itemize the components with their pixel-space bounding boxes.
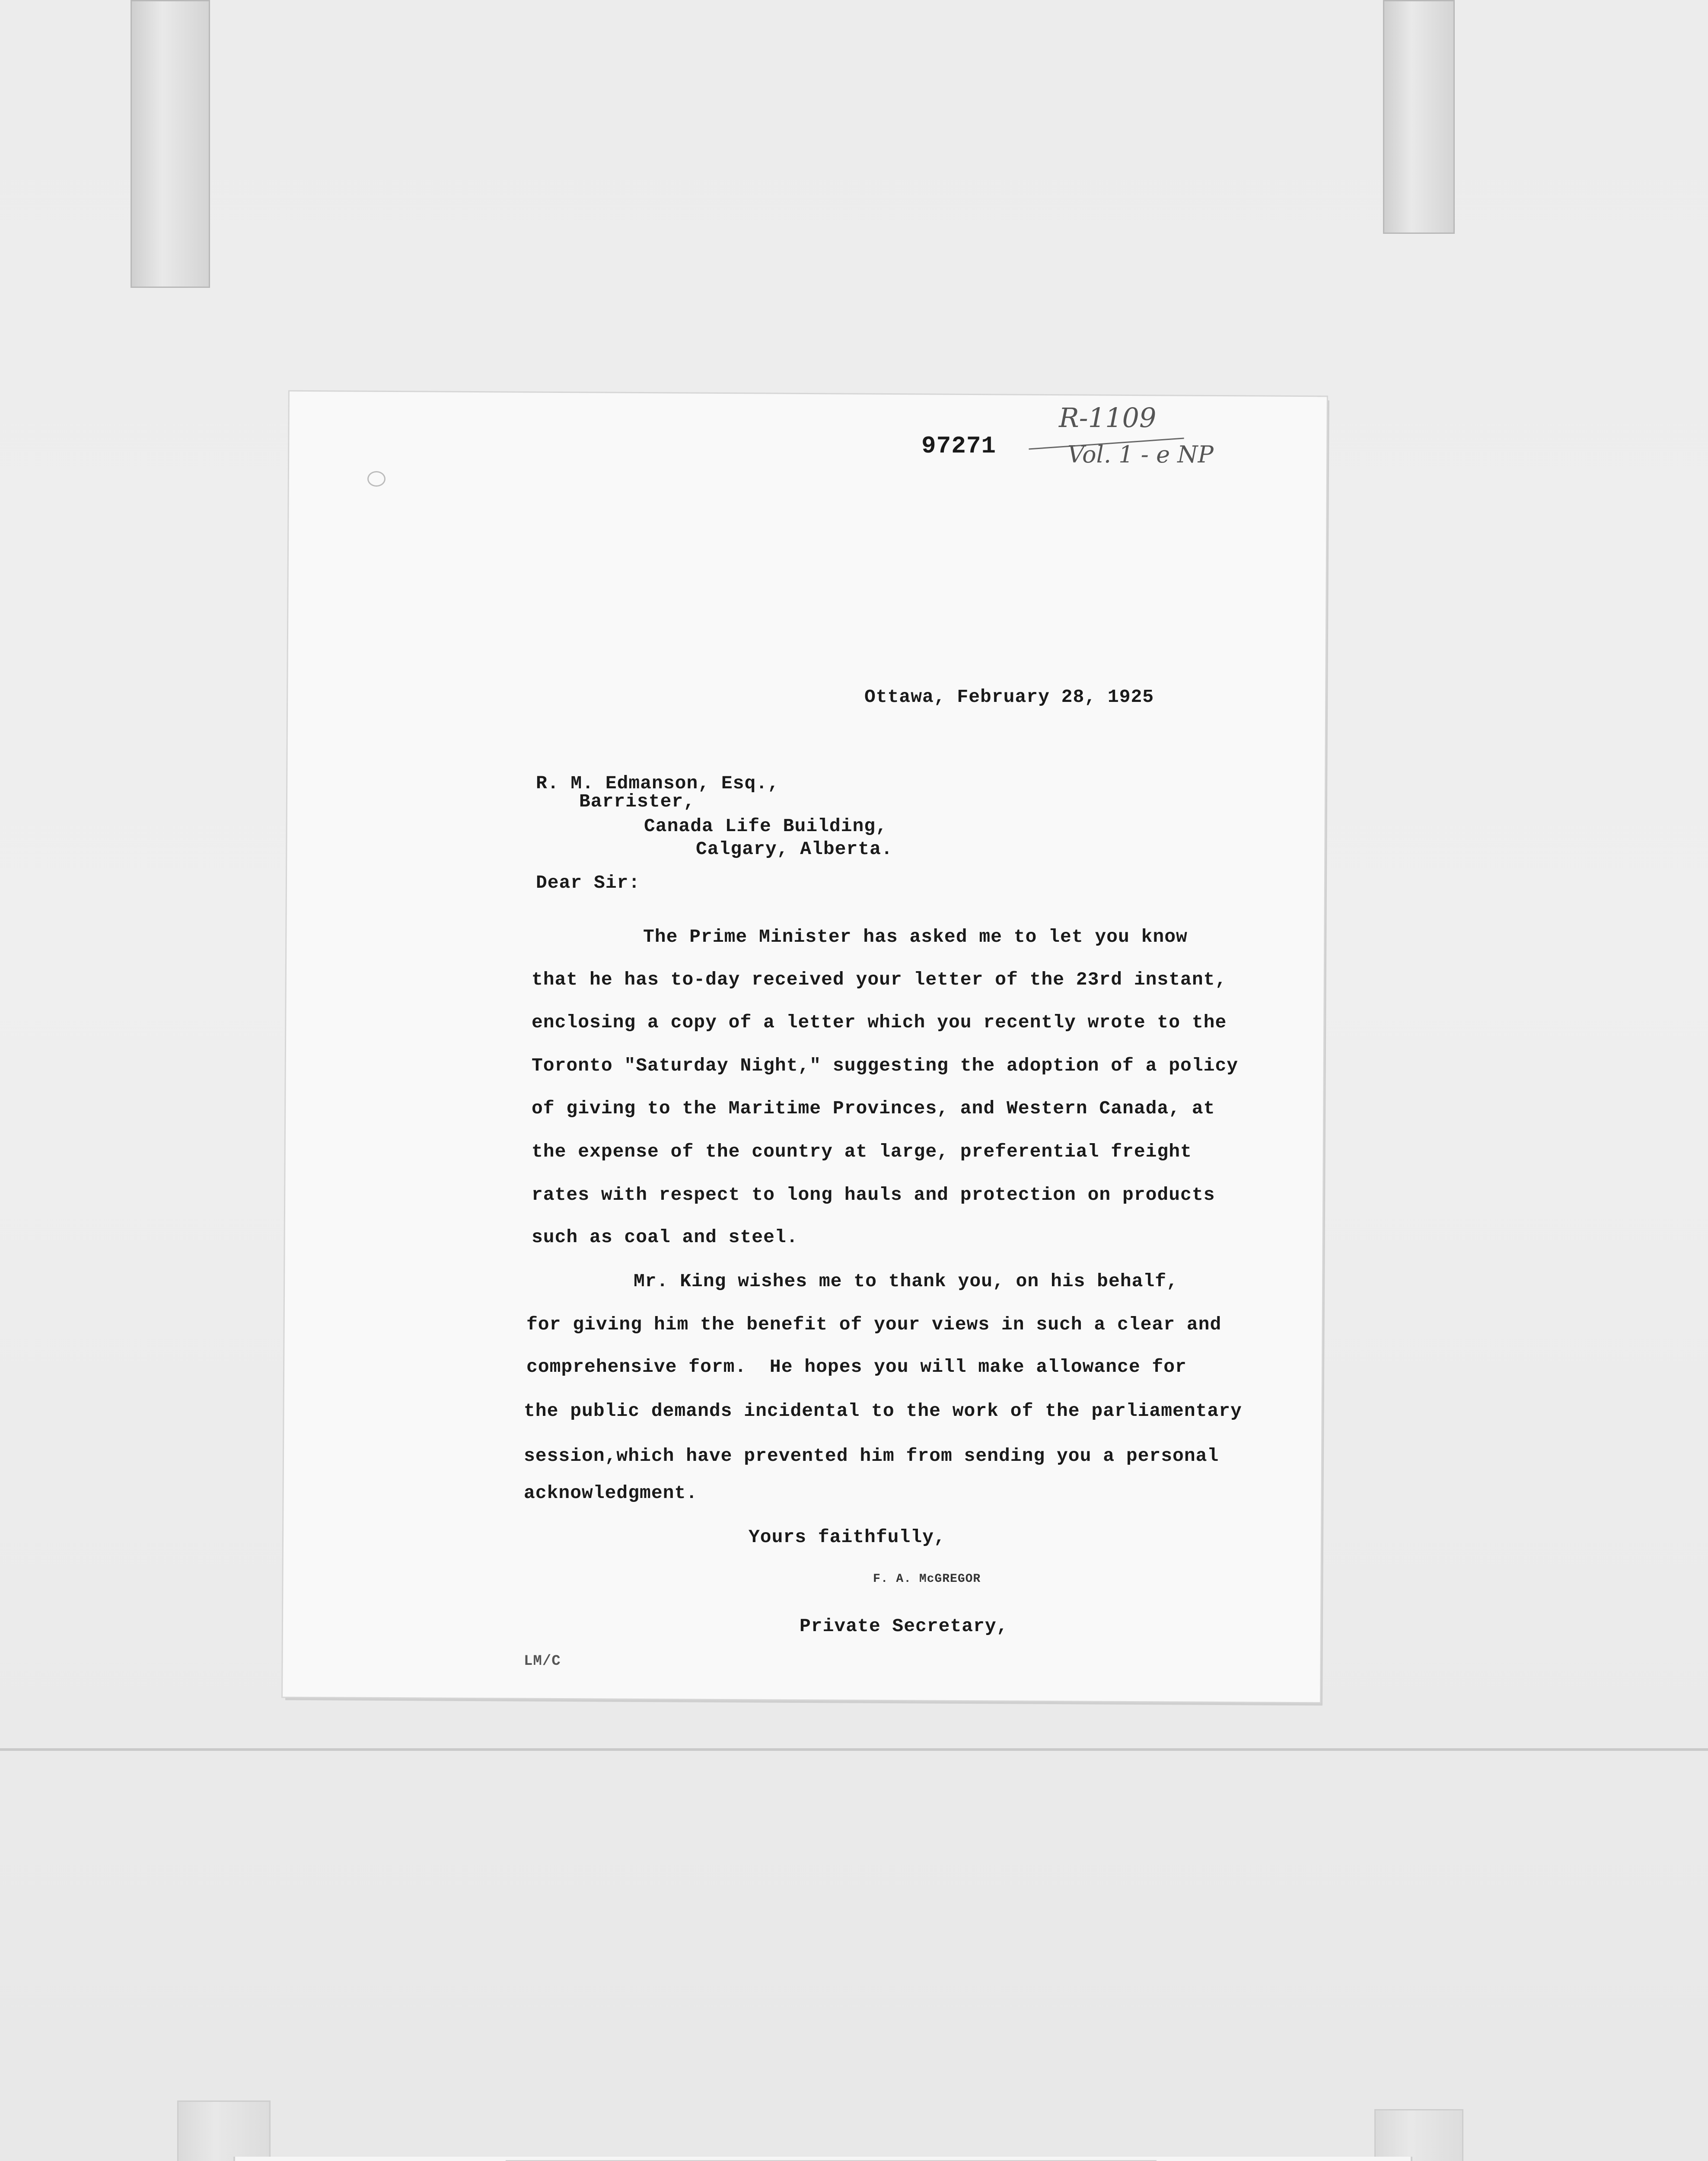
recipient-city: Calgary, Alberta. bbox=[696, 838, 893, 860]
dateline: Ottawa, February 28, 1925 bbox=[864, 686, 1154, 708]
paper-blemish bbox=[367, 471, 386, 487]
mounting-tape-bottom-left bbox=[177, 2100, 271, 2161]
closing: Yours faithfully, bbox=[749, 1527, 946, 1548]
paragraph2-line4: the public demands incidental to the work of the parliamentary bbox=[524, 1400, 1242, 1422]
signature-stamp: F. A. McGREGOR bbox=[873, 1572, 981, 1586]
document-number: 97271 bbox=[921, 432, 997, 460]
paragraph2-line3: comprehensive form. He hopes you will make allowance for bbox=[526, 1356, 1187, 1377]
handwritten-reference-bottom: Vol. 1 - e NP bbox=[1068, 441, 1214, 468]
frame-divider bbox=[0, 1748, 1708, 1751]
paragraph1-line4: Toronto "Saturday Night," suggesting the adoption of a policy bbox=[532, 1055, 1239, 1076]
recipient-name: R. M. Edmanson, Esq., bbox=[536, 773, 779, 794]
paragraph2-line2: for giving him the benefit of your views in such a clear and bbox=[526, 1314, 1222, 1335]
signatory-title: Private Secretary, bbox=[800, 1616, 1008, 1637]
paragraph1-line5: of giving to the Maritime Provinces, and Western Canada, at bbox=[532, 1098, 1215, 1119]
paragraph1-line6: the expense of the country at large, preferential freight bbox=[532, 1141, 1192, 1162]
handwritten-reference-top: R-1109 bbox=[1059, 402, 1157, 433]
mounting-tape-top-right bbox=[1383, 0, 1455, 234]
mounting-tape-bottom-right bbox=[1374, 2109, 1463, 2161]
typist-initials: LM/C bbox=[524, 1653, 561, 1670]
paragraph1-line3: enclosing a copy of a letter which you recently wrote to the bbox=[532, 1012, 1227, 1033]
letter-sheet bbox=[283, 392, 1327, 1702]
paragraph2-line6: acknowledgment. bbox=[524, 1482, 698, 1504]
paragraph1-line1: The Prime Minister has asked me to let you know bbox=[643, 926, 1188, 947]
recipient-building: Canada Life Building, bbox=[644, 816, 887, 837]
paragraph1-line2: that he has to-day received your letter of the 23rd instant, bbox=[532, 969, 1227, 990]
paragraph2-line5: session,which have prevented him from sending you a personal bbox=[524, 1445, 1219, 1466]
mounting-tape-top-left bbox=[131, 0, 210, 288]
paragraph1-line8: such as coal and steel. bbox=[532, 1227, 798, 1248]
paragraph1-line7: rates with respect to long hauls and protection on products bbox=[532, 1184, 1215, 1205]
salutation: Dear Sir: bbox=[536, 872, 640, 893]
recipient-profession: Barrister, bbox=[579, 791, 695, 812]
paragraph2-line1: Mr. King wishes me to thank you, on his behalf, bbox=[634, 1271, 1178, 1292]
